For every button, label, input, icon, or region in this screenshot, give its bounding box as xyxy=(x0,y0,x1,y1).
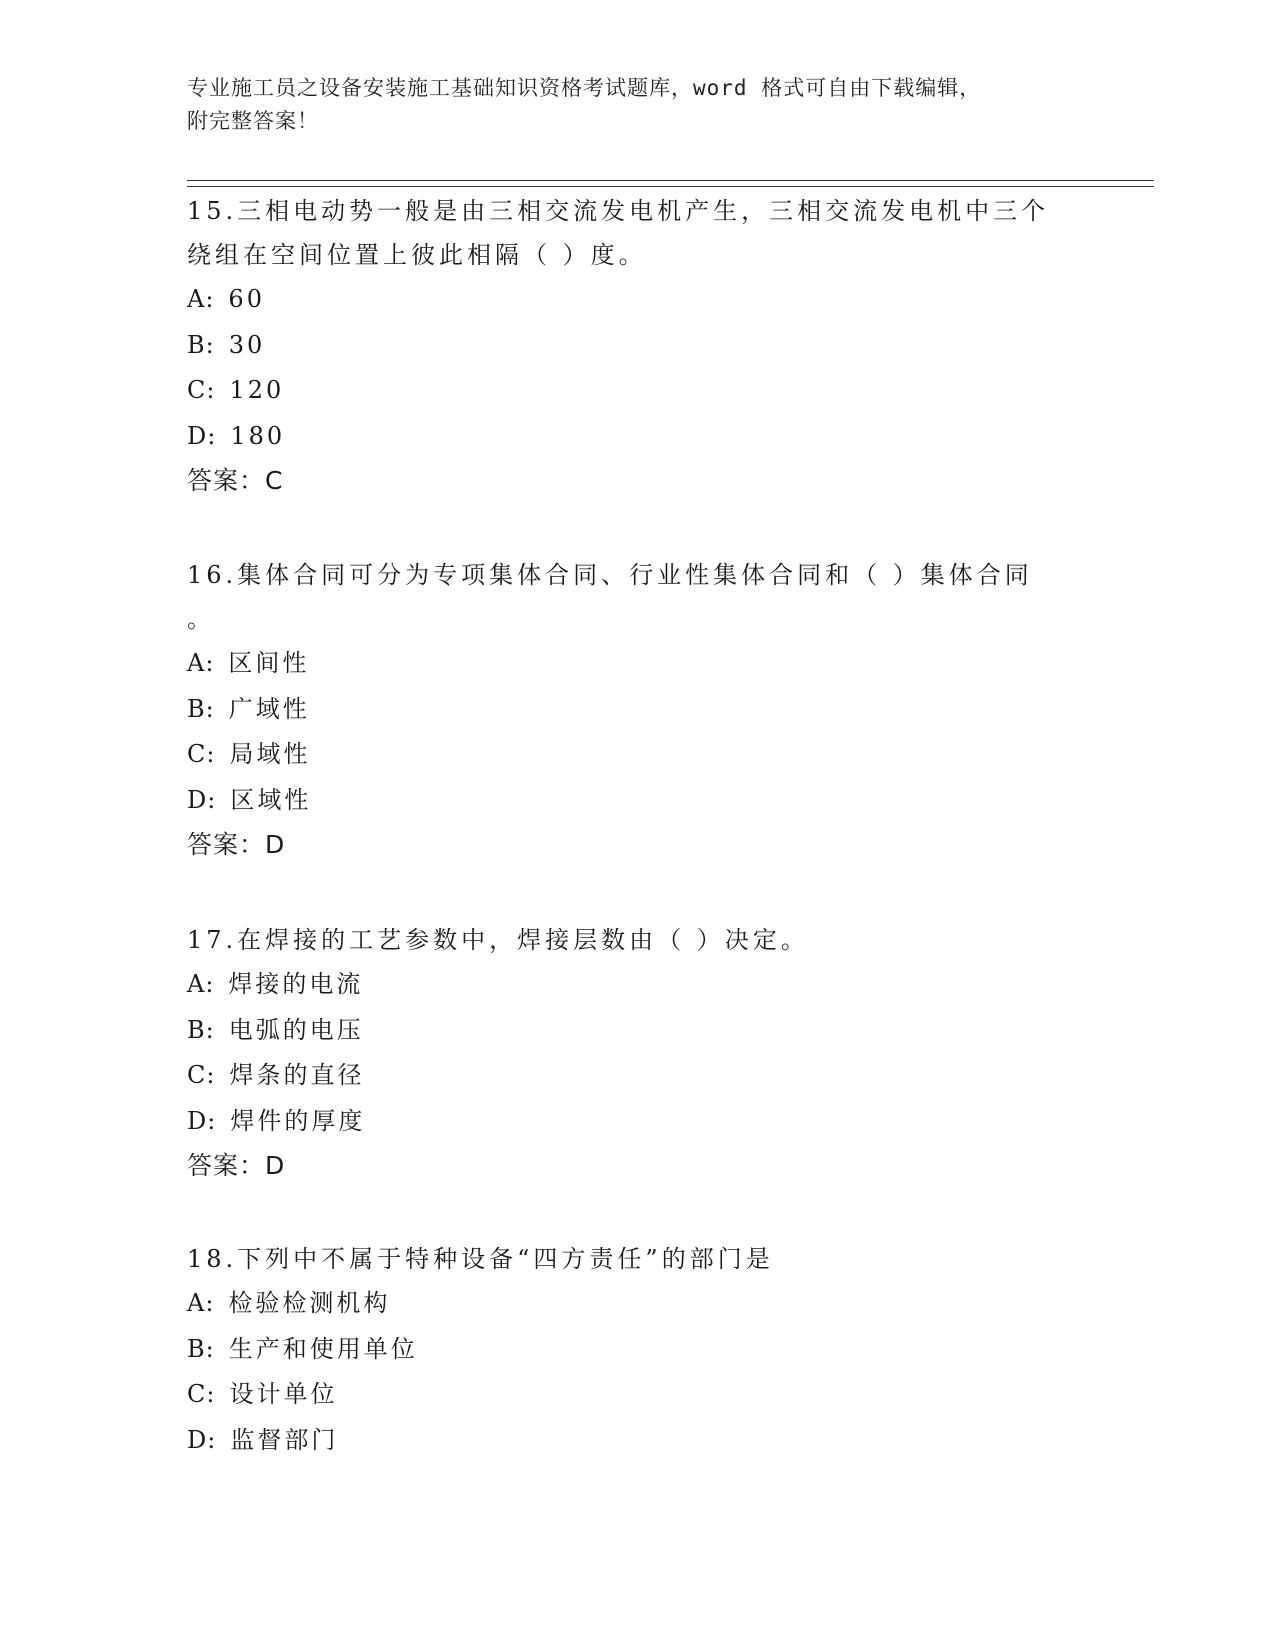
option-text: 检验检测机构 xyxy=(228,1289,391,1317)
question-stem-line: 18.下列中不属于特种设备“四方责任”的部门是 xyxy=(187,1245,774,1273)
option-text: 电弧的电压 xyxy=(228,1015,364,1044)
option-text: 区域性 xyxy=(230,785,312,814)
option-key: D: xyxy=(187,785,217,814)
document-header xyxy=(187,72,1067,138)
answer-line: 答案：D xyxy=(187,830,286,859)
option-key: C: xyxy=(187,376,216,404)
option-c xyxy=(187,1053,1087,1099)
option-text: 焊件的厚度 xyxy=(230,1106,366,1135)
option-text: 广域性 xyxy=(228,694,310,723)
option-a xyxy=(187,641,1087,687)
option-text: 生产和使用单位 xyxy=(228,1334,418,1363)
header-line-1: 专业施工员之设备安装施工基础知识资格考试题库，word 格式可自由下载编辑， xyxy=(187,76,982,100)
option-key: C: xyxy=(187,740,216,768)
option-text: 局域性 xyxy=(229,740,311,768)
option-key: D: xyxy=(187,421,217,450)
option-b xyxy=(187,1327,1087,1373)
answer-line: 答案：C xyxy=(187,466,284,495)
option-key: B: xyxy=(187,330,215,359)
question-stem-line: 绕组在空间位置上彼此相隔（ ）度。 xyxy=(187,241,647,269)
option-key: A: xyxy=(187,970,215,998)
question-stem-line: 。 xyxy=(187,605,215,633)
option-key: B: xyxy=(187,1334,215,1363)
header-line-2: 附完整答案！ xyxy=(187,109,319,133)
option-c xyxy=(187,732,1087,778)
option-key: D: xyxy=(187,1425,217,1454)
option-a xyxy=(187,1281,1087,1327)
option-key: B: xyxy=(187,1015,215,1044)
option-b xyxy=(187,1008,1087,1054)
option-a xyxy=(187,962,1087,1008)
option-text: 焊条的直径 xyxy=(229,1061,365,1089)
option-d xyxy=(187,778,1087,824)
option-key: D: xyxy=(187,1106,217,1135)
option-text: 区间性 xyxy=(228,649,310,677)
question-stem-line: 17.在焊接的工艺参数中，焊接层数由（ ）决定。 xyxy=(187,926,809,954)
option-b xyxy=(187,323,1087,369)
option-b xyxy=(187,687,1087,733)
question-15 xyxy=(187,189,1087,503)
question-16 xyxy=(187,553,1087,867)
answer-line: 答案：D xyxy=(187,1151,286,1180)
question-stem-line: 15.三相电动势一般是由三相交流发电机产生，三相交流发电机中三个 xyxy=(187,197,1050,225)
header-divider-top xyxy=(187,180,1154,181)
option-c xyxy=(187,368,1087,414)
option-key: A: xyxy=(187,285,215,313)
header-divider-bottom xyxy=(187,186,1154,187)
question-17 xyxy=(187,918,1087,1188)
option-key: B: xyxy=(187,694,215,723)
option-text: 30 xyxy=(228,330,266,359)
option-text: 180 xyxy=(230,421,286,450)
option-text: 监督部门 xyxy=(230,1425,339,1454)
question-stem-line: 16.集体合同可分为专项集体合同、行业性集体合同和（ ）集体合同 xyxy=(187,561,1033,589)
option-text: 60 xyxy=(228,285,265,313)
option-d xyxy=(187,414,1087,460)
option-text: 设计单位 xyxy=(229,1380,338,1408)
option-d xyxy=(187,1418,1087,1464)
option-text: 焊接的电流 xyxy=(228,970,364,998)
option-key: A: xyxy=(187,1289,215,1317)
option-key: A: xyxy=(187,649,215,677)
option-a xyxy=(187,277,1087,323)
option-d xyxy=(187,1099,1087,1145)
option-c xyxy=(187,1372,1087,1418)
option-text: 120 xyxy=(229,376,285,404)
option-key: C: xyxy=(187,1380,216,1408)
option-key: C: xyxy=(187,1061,216,1089)
question-18 xyxy=(187,1237,1087,1463)
